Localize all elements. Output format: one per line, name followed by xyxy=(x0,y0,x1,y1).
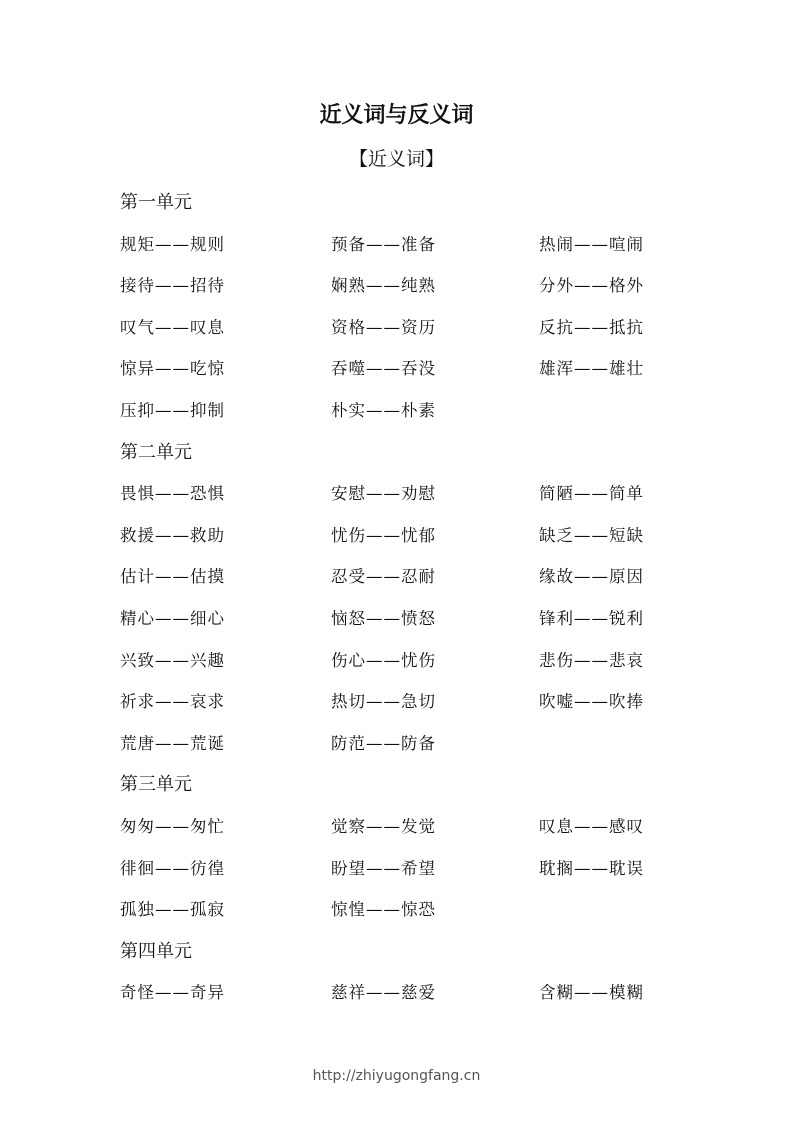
word-pair: 徘徊——彷徨 xyxy=(120,858,225,878)
word-pair: 防范——防备 xyxy=(331,733,436,753)
word-pair: 吞噬——吞没 xyxy=(331,359,436,379)
word-pair: 荒唐——荒诞 xyxy=(120,733,225,753)
word-pair: 惊异——吃惊 xyxy=(120,359,225,379)
word-pair: 锋利——锐利 xyxy=(539,608,644,628)
word-pair: 含糊——模糊 xyxy=(539,983,644,1003)
unit-heading: 第四单元 xyxy=(120,940,192,962)
word-pair: 匆匆——匆忙 xyxy=(120,816,225,836)
word-pair: 压抑——抑制 xyxy=(120,400,225,420)
word-pair: 恼怒——愤怒 xyxy=(331,608,436,628)
word-pair: 畏惧——恐惧 xyxy=(120,484,225,504)
word-pair: 忧伤——忧郁 xyxy=(331,525,436,545)
word-pair: 热闹——喧闹 xyxy=(539,234,644,254)
word-pair: 简陋——简单 xyxy=(539,484,644,504)
unit-section xyxy=(120,182,720,432)
unit-section xyxy=(120,931,720,1014)
page-title: 近义词与反义词 xyxy=(319,103,474,128)
word-pair: 奇怪——奇异 xyxy=(120,983,225,1003)
word-pair: 规矩——规则 xyxy=(120,234,225,254)
word-pair: 惊惶——惊恐 xyxy=(331,900,436,920)
word-pair: 安慰——劝慰 xyxy=(331,484,436,504)
word-pair: 雄浑——雄壮 xyxy=(539,359,644,379)
section-subtitle: 【近义词】 xyxy=(348,148,444,170)
word-pair: 缘故——原因 xyxy=(539,567,644,587)
unit-section xyxy=(120,764,720,930)
word-pair: 孤独——孤寂 xyxy=(120,900,225,920)
word-pair: 娴熟——纯熟 xyxy=(331,276,436,296)
word-pair: 精心——细心 xyxy=(120,608,225,628)
word-pair-grid xyxy=(120,972,720,1014)
word-pair: 叹气——叹息 xyxy=(120,317,225,337)
word-pair-grid xyxy=(120,473,720,764)
word-pair: 热切——急切 xyxy=(331,692,436,712)
word-pair: 觉察——发觉 xyxy=(331,816,436,836)
word-pair: 兴致——兴趣 xyxy=(120,650,225,670)
unit-section xyxy=(120,432,720,765)
word-pair: 缺乏——短缺 xyxy=(539,525,644,545)
word-pair: 朴实——朴素 xyxy=(331,400,436,420)
word-pair: 祈求——哀求 xyxy=(120,692,225,712)
word-pair-grid xyxy=(120,224,720,432)
word-pair: 耽搁——耽误 xyxy=(539,858,644,878)
word-pair: 救援——救助 xyxy=(120,525,225,545)
word-pair: 反抗——抵抗 xyxy=(539,317,644,337)
word-pair: 盼望——希望 xyxy=(331,858,436,878)
word-pair-grid xyxy=(120,806,720,931)
unit-heading: 第一单元 xyxy=(120,192,192,213)
word-pair: 慈祥——慈爱 xyxy=(331,983,436,1003)
word-pair: 资格——资历 xyxy=(331,317,436,337)
word-pair: 叹息——感叹 xyxy=(539,816,644,836)
synonym-list xyxy=(120,182,720,1014)
footer-url: http://zhiyugongfang.cn xyxy=(312,1068,481,1084)
word-pair: 预备——准备 xyxy=(331,234,436,254)
word-pair: 估计——估摸 xyxy=(120,567,225,587)
word-pair: 伤心——忧伤 xyxy=(331,650,436,670)
word-pair: 吹嘘——吹捧 xyxy=(539,692,644,712)
word-pair: 忍受——忍耐 xyxy=(331,567,436,587)
unit-heading: 第二单元 xyxy=(120,441,192,463)
word-pair: 悲伤——悲哀 xyxy=(539,650,644,670)
unit-heading: 第三单元 xyxy=(120,774,192,796)
word-pair: 接待——招待 xyxy=(120,276,225,296)
word-pair: 分外——格外 xyxy=(539,276,644,296)
